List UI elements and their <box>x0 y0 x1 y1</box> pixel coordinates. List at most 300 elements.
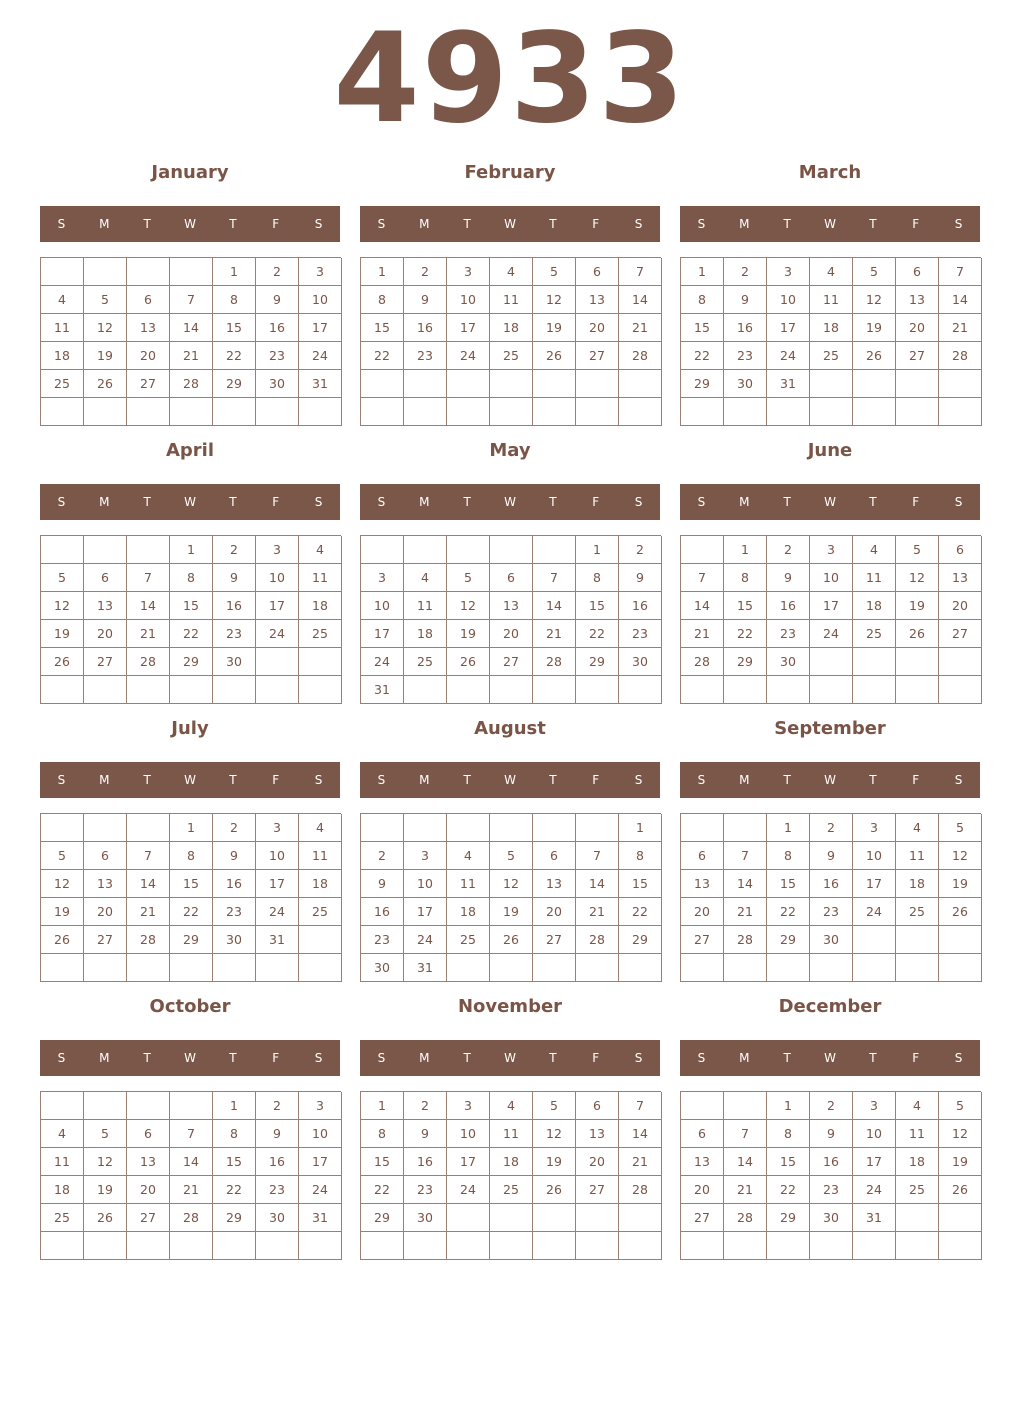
day-cell: 9 <box>810 842 853 870</box>
day-cell: 27 <box>84 648 127 676</box>
day-cell: 4 <box>896 814 939 842</box>
day-cell <box>170 676 213 704</box>
day-cell: 25 <box>490 1176 533 1204</box>
day-cell: 25 <box>490 342 533 370</box>
day-cell: 25 <box>299 620 342 648</box>
weekday-label: W <box>184 773 196 787</box>
weekday-label: F <box>912 217 920 231</box>
month-title: April <box>165 440 215 461</box>
day-cell <box>361 1232 404 1260</box>
weekday-label: F <box>912 773 920 787</box>
day-cell: 1 <box>361 1092 404 1120</box>
day-cell: 15 <box>681 314 724 342</box>
month-title: June <box>807 440 853 461</box>
day-cell: 31 <box>404 954 447 982</box>
day-cell: 18 <box>853 592 896 620</box>
day-cell <box>939 926 982 954</box>
day-cell: 21 <box>170 342 213 370</box>
day-cell: 27 <box>896 342 939 370</box>
day-cell: 3 <box>810 536 853 564</box>
weekday-label: T <box>143 495 151 509</box>
day-cell <box>939 648 982 676</box>
day-cell: 28 <box>619 1176 662 1204</box>
day-cell: 25 <box>41 370 84 398</box>
day-cell: 5 <box>84 1120 127 1148</box>
day-cell: 3 <box>767 258 810 286</box>
day-cell: 6 <box>84 842 127 870</box>
day-cell: 28 <box>681 648 724 676</box>
day-cell <box>213 1232 256 1260</box>
day-cell: 6 <box>127 286 170 314</box>
weekday-label: F <box>272 773 280 787</box>
day-cell: 20 <box>127 1176 170 1204</box>
weekday-label: S <box>954 217 963 231</box>
day-cell: 15 <box>619 870 662 898</box>
day-cell: 30 <box>213 648 256 676</box>
weekday-label: W <box>824 495 836 509</box>
day-cell: 18 <box>41 342 84 370</box>
day-cell <box>896 648 939 676</box>
day-grid <box>40 813 341 982</box>
day-cell <box>533 814 576 842</box>
day-cell: 11 <box>447 870 490 898</box>
day-cell: 16 <box>619 592 662 620</box>
day-cell <box>84 814 127 842</box>
day-cell: 13 <box>681 870 724 898</box>
day-cell: 24 <box>404 926 447 954</box>
day-cell: 5 <box>447 564 490 592</box>
day-cell: 15 <box>576 592 619 620</box>
day-cell <box>84 1232 127 1260</box>
day-cell: 24 <box>299 342 342 370</box>
day-cell: 25 <box>41 1204 84 1232</box>
day-cell <box>490 814 533 842</box>
weekday-label: F <box>272 1051 280 1065</box>
day-cell: 15 <box>767 870 810 898</box>
day-cell: 6 <box>939 536 982 564</box>
day-cell <box>576 954 619 982</box>
day-cell: 23 <box>810 898 853 926</box>
day-cell: 7 <box>170 1120 213 1148</box>
day-cell <box>404 676 447 704</box>
day-cell: 15 <box>361 314 404 342</box>
weekday-label: S <box>634 1051 643 1065</box>
day-cell: 30 <box>404 1204 447 1232</box>
day-cell: 23 <box>256 342 299 370</box>
weekday-label: F <box>592 773 600 787</box>
day-cell <box>299 398 342 426</box>
weekday-header <box>40 206 340 242</box>
weekday-label: T <box>783 495 791 509</box>
day-cell <box>724 1092 767 1120</box>
day-cell: 2 <box>404 1092 447 1120</box>
day-cell: 12 <box>896 564 939 592</box>
day-cell: 11 <box>299 564 342 592</box>
day-cell: 28 <box>127 648 170 676</box>
day-cell <box>490 536 533 564</box>
day-cell: 3 <box>447 258 490 286</box>
day-cell: 12 <box>447 592 490 620</box>
day-cell: 27 <box>681 1204 724 1232</box>
day-cell: 9 <box>724 286 767 314</box>
day-cell <box>896 398 939 426</box>
day-cell: 26 <box>447 648 490 676</box>
weekday-label: T <box>549 773 557 787</box>
day-cell: 19 <box>41 620 84 648</box>
day-cell <box>896 954 939 982</box>
day-cell: 20 <box>681 898 724 926</box>
day-cell: 23 <box>361 926 404 954</box>
day-cell: 12 <box>490 870 533 898</box>
day-cell: 16 <box>213 870 256 898</box>
day-grid <box>680 535 981 704</box>
day-cell: 2 <box>256 258 299 286</box>
day-cell: 2 <box>767 536 810 564</box>
day-cell: 20 <box>127 342 170 370</box>
day-cell: 27 <box>939 620 982 648</box>
day-cell: 22 <box>576 620 619 648</box>
day-cell: 12 <box>533 286 576 314</box>
day-cell <box>490 370 533 398</box>
day-cell: 25 <box>896 898 939 926</box>
weekday-label: T <box>229 495 237 509</box>
day-cell: 5 <box>853 258 896 286</box>
day-cell <box>41 398 84 426</box>
day-cell: 22 <box>361 342 404 370</box>
day-cell: 26 <box>939 898 982 926</box>
day-cell: 1 <box>213 258 256 286</box>
weekday-label: M <box>99 773 110 787</box>
month-title: March <box>798 162 862 183</box>
day-cell: 30 <box>361 954 404 982</box>
day-cell: 5 <box>533 258 576 286</box>
day-cell: 26 <box>853 342 896 370</box>
day-cell <box>767 1232 810 1260</box>
day-cell <box>361 398 404 426</box>
day-cell: 9 <box>213 842 256 870</box>
weekday-label: M <box>419 773 430 787</box>
day-cell: 14 <box>619 286 662 314</box>
day-cell <box>84 258 127 286</box>
day-cell: 17 <box>404 898 447 926</box>
day-cell: 12 <box>41 592 84 620</box>
day-cell: 4 <box>810 258 853 286</box>
weekday-label: M <box>419 495 430 509</box>
weekday-label: W <box>504 217 516 231</box>
day-cell: 7 <box>127 564 170 592</box>
weekday-label: S <box>697 1051 706 1065</box>
day-cell: 6 <box>533 842 576 870</box>
day-cell: 20 <box>84 898 127 926</box>
day-cell <box>84 398 127 426</box>
day-cell <box>127 954 170 982</box>
day-cell: 17 <box>447 314 490 342</box>
day-cell: 3 <box>404 842 447 870</box>
day-cell <box>127 814 170 842</box>
day-cell <box>170 398 213 426</box>
day-cell: 10 <box>361 592 404 620</box>
day-cell <box>681 1232 724 1260</box>
day-cell: 2 <box>404 258 447 286</box>
day-cell: 4 <box>41 286 84 314</box>
day-cell <box>84 536 127 564</box>
day-cell: 21 <box>939 314 982 342</box>
day-cell: 11 <box>299 842 342 870</box>
day-cell: 15 <box>170 592 213 620</box>
day-cell: 29 <box>170 648 213 676</box>
day-cell <box>896 676 939 704</box>
day-cell <box>681 676 724 704</box>
day-cell: 17 <box>767 314 810 342</box>
day-cell: 28 <box>576 926 619 954</box>
day-cell: 11 <box>41 314 84 342</box>
day-cell <box>576 1204 619 1232</box>
day-cell: 30 <box>256 370 299 398</box>
day-cell: 11 <box>41 1148 84 1176</box>
day-cell: 16 <box>361 898 404 926</box>
weekday-label: F <box>592 495 600 509</box>
day-cell: 3 <box>299 258 342 286</box>
weekday-label: S <box>57 1051 66 1065</box>
weekday-label: W <box>504 773 516 787</box>
day-cell <box>853 676 896 704</box>
day-cell: 26 <box>939 1176 982 1204</box>
day-cell: 26 <box>41 926 84 954</box>
day-cell <box>810 676 853 704</box>
weekday-label: W <box>504 495 516 509</box>
weekday-label: T <box>229 217 237 231</box>
day-cell <box>681 398 724 426</box>
day-cell: 21 <box>619 1148 662 1176</box>
day-cell: 14 <box>724 1148 767 1176</box>
day-cell: 3 <box>299 1092 342 1120</box>
day-cell: 8 <box>170 564 213 592</box>
day-cell: 6 <box>490 564 533 592</box>
day-cell: 6 <box>576 258 619 286</box>
day-cell: 2 <box>619 536 662 564</box>
day-cell: 9 <box>213 564 256 592</box>
weekday-header <box>360 1040 660 1076</box>
day-cell: 23 <box>404 342 447 370</box>
day-cell: 28 <box>170 370 213 398</box>
day-cell: 25 <box>896 1176 939 1204</box>
day-cell: 16 <box>404 1148 447 1176</box>
day-cell: 22 <box>767 1176 810 1204</box>
day-cell: 18 <box>447 898 490 926</box>
day-cell: 30 <box>619 648 662 676</box>
weekday-header <box>40 484 340 520</box>
day-cell <box>299 954 342 982</box>
day-cell <box>213 954 256 982</box>
day-cell: 2 <box>810 814 853 842</box>
day-cell: 13 <box>127 314 170 342</box>
weekday-label: T <box>869 1051 877 1065</box>
weekday-label: W <box>824 217 836 231</box>
day-cell: 25 <box>404 648 447 676</box>
day-cell: 13 <box>681 1148 724 1176</box>
weekday-header <box>680 206 980 242</box>
day-cell: 9 <box>256 1120 299 1148</box>
day-cell: 24 <box>767 342 810 370</box>
weekday-label: M <box>739 495 750 509</box>
day-cell: 1 <box>213 1092 256 1120</box>
day-cell: 23 <box>724 342 767 370</box>
day-cell: 21 <box>619 314 662 342</box>
day-cell: 3 <box>256 536 299 564</box>
day-cell: 31 <box>853 1204 896 1232</box>
day-cell <box>681 954 724 982</box>
day-cell: 29 <box>681 370 724 398</box>
day-cell <box>299 676 342 704</box>
day-cell: 20 <box>533 898 576 926</box>
year-title: 4933 <box>333 7 687 151</box>
day-cell: 2 <box>213 814 256 842</box>
weekday-label: S <box>634 217 643 231</box>
day-cell: 29 <box>213 1204 256 1232</box>
day-cell <box>404 1232 447 1260</box>
day-cell <box>256 1232 299 1260</box>
day-cell: 19 <box>84 342 127 370</box>
weekday-label: W <box>184 495 196 509</box>
day-cell: 2 <box>361 842 404 870</box>
day-cell: 3 <box>361 564 404 592</box>
weekday-label: S <box>634 495 643 509</box>
day-cell: 4 <box>490 1092 533 1120</box>
day-cell: 14 <box>576 870 619 898</box>
day-cell <box>896 370 939 398</box>
day-cell: 28 <box>127 926 170 954</box>
weekday-label: M <box>739 1051 750 1065</box>
weekday-label: S <box>697 773 706 787</box>
day-cell <box>490 1232 533 1260</box>
day-cell: 25 <box>810 342 853 370</box>
day-cell: 10 <box>853 842 896 870</box>
day-cell: 14 <box>681 592 724 620</box>
day-cell: 30 <box>724 370 767 398</box>
day-cell: 9 <box>619 564 662 592</box>
day-cell <box>533 676 576 704</box>
day-cell: 25 <box>299 898 342 926</box>
weekday-label: W <box>504 1051 516 1065</box>
day-cell: 17 <box>299 1148 342 1176</box>
day-cell: 13 <box>576 1120 619 1148</box>
day-cell <box>939 954 982 982</box>
day-cell: 28 <box>724 1204 767 1232</box>
day-cell <box>853 648 896 676</box>
day-cell: 29 <box>619 926 662 954</box>
day-cell: 27 <box>576 1176 619 1204</box>
day-cell: 12 <box>939 1120 982 1148</box>
weekday-label: M <box>739 773 750 787</box>
day-cell: 8 <box>213 1120 256 1148</box>
day-cell: 7 <box>127 842 170 870</box>
weekday-label: T <box>143 773 151 787</box>
day-cell: 19 <box>84 1176 127 1204</box>
day-cell <box>256 398 299 426</box>
day-cell <box>939 676 982 704</box>
day-cell: 5 <box>939 814 982 842</box>
weekday-label: S <box>377 773 386 787</box>
day-cell <box>681 1092 724 1120</box>
day-cell: 21 <box>724 898 767 926</box>
day-cell: 29 <box>170 926 213 954</box>
day-cell: 28 <box>170 1204 213 1232</box>
day-cell: 1 <box>170 536 213 564</box>
day-cell <box>127 1092 170 1120</box>
day-cell <box>41 1092 84 1120</box>
day-cell: 24 <box>361 648 404 676</box>
day-cell: 18 <box>404 620 447 648</box>
day-cell <box>447 536 490 564</box>
day-cell: 3 <box>853 814 896 842</box>
day-cell: 18 <box>41 1176 84 1204</box>
weekday-label: S <box>314 495 323 509</box>
day-cell: 14 <box>170 1148 213 1176</box>
weekday-header <box>360 206 660 242</box>
day-cell: 17 <box>256 592 299 620</box>
day-cell <box>447 370 490 398</box>
day-cell: 4 <box>896 1092 939 1120</box>
weekday-label: S <box>314 773 323 787</box>
weekday-label: T <box>463 773 471 787</box>
day-cell: 22 <box>361 1176 404 1204</box>
day-cell: 9 <box>810 1120 853 1148</box>
day-cell: 4 <box>447 842 490 870</box>
day-cell: 10 <box>810 564 853 592</box>
day-cell: 24 <box>853 898 896 926</box>
day-cell: 29 <box>576 648 619 676</box>
day-cell: 1 <box>767 814 810 842</box>
day-cell: 8 <box>767 1120 810 1148</box>
day-cell: 5 <box>41 564 84 592</box>
day-cell: 10 <box>256 842 299 870</box>
day-cell: 27 <box>490 648 533 676</box>
month-title: November <box>457 996 563 1017</box>
weekday-header <box>40 762 340 798</box>
day-cell: 13 <box>576 286 619 314</box>
day-cell: 30 <box>256 1204 299 1232</box>
day-cell: 30 <box>213 926 256 954</box>
day-cell: 31 <box>767 370 810 398</box>
day-cell: 10 <box>299 286 342 314</box>
weekday-label: F <box>592 217 600 231</box>
day-cell <box>213 398 256 426</box>
month-title: January <box>151 162 229 183</box>
day-cell: 14 <box>127 592 170 620</box>
day-cell: 8 <box>681 286 724 314</box>
day-cell: 13 <box>84 870 127 898</box>
day-cell: 12 <box>41 870 84 898</box>
weekday-label: S <box>57 217 66 231</box>
day-cell: 4 <box>299 536 342 564</box>
day-cell: 16 <box>213 592 256 620</box>
day-grid <box>360 1091 661 1260</box>
day-cell: 26 <box>533 342 576 370</box>
day-cell <box>939 1232 982 1260</box>
day-cell <box>853 398 896 426</box>
weekday-label: F <box>912 495 920 509</box>
day-cell: 11 <box>853 564 896 592</box>
day-cell <box>896 926 939 954</box>
day-cell: 17 <box>299 314 342 342</box>
month-title: December <box>778 996 882 1017</box>
day-cell: 5 <box>490 842 533 870</box>
weekday-header <box>40 1040 340 1076</box>
day-cell <box>404 398 447 426</box>
weekday-label: F <box>272 495 280 509</box>
day-cell <box>810 648 853 676</box>
day-cell: 6 <box>127 1120 170 1148</box>
